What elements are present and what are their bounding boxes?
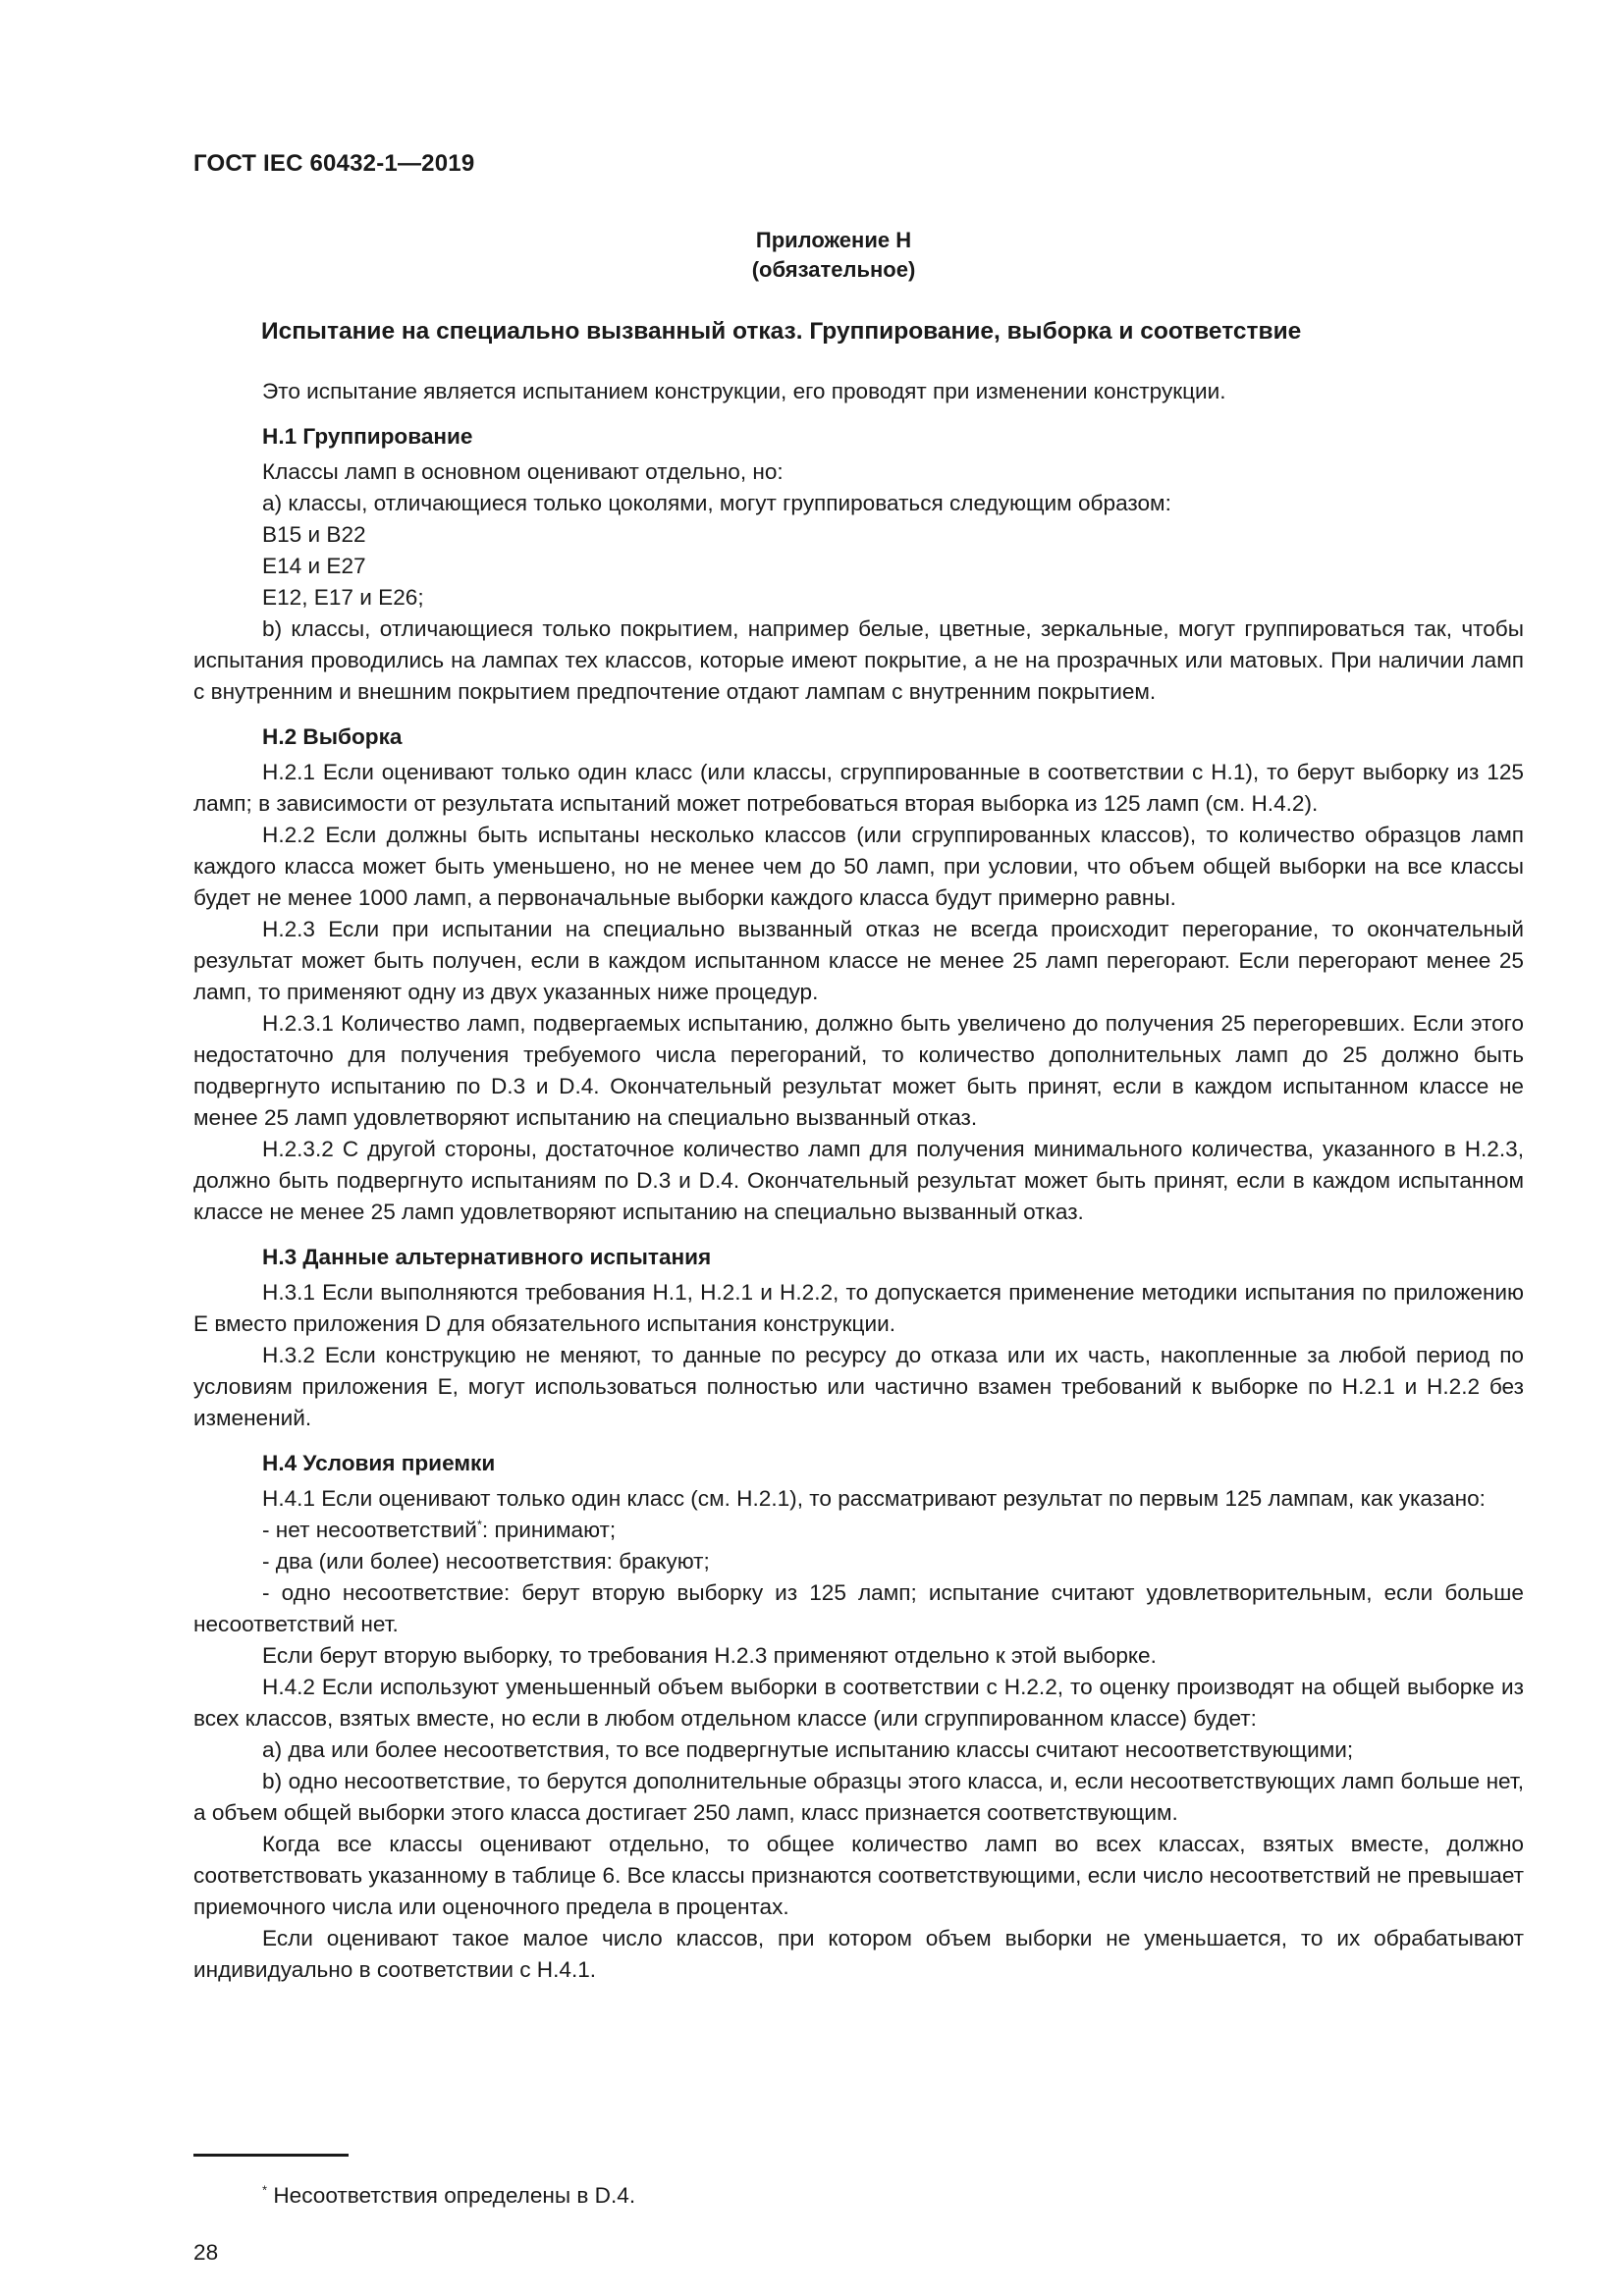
- paragraph: Классы ламп в основном оценивают отдельно, но:: [262, 459, 784, 484]
- paragraph: b) классы, отличающиеся только покрытием, например белые, цветные, зеркальные, могут группироваться так, чтобы испытания проводились на лампах тех классов, которые имеют покрытие, а не на прозрачных или матовых. При наличии ламп с внутренним и внешним покрытием предпочтение отдают лампам с внутренним покрытием.: [193, 616, 1524, 704]
- paragraph: Если оценивают такое малое число классов, при котором объем выборки не уменьшается, то их обрабатывают индивидуально в соответствии с Н.4.1.: [193, 1926, 1524, 1982]
- footnote-marker: *: [262, 2182, 268, 2198]
- footnote-ref: *: [476, 1517, 482, 1532]
- paragraph: Н.2.3.1 Количество ламп, подвергаемых испытанию, должно быть увеличено до получения 25 перегоревших. Если этого недостаточно для получения требуемого числа перегораний, то количество дополнительных ламп до 25 должно быть подвергнуто испытанию по D.3 и D.4. Окончательный результат может быть принят, если в каждом испытанном классе не менее 25 ламп удовлетворяют испытанию на специально вызванный отказ.: [193, 1011, 1524, 1130]
- paragraph: Если берут вторую выборку, то требования Н.2.3 применяют отдельно к этой выборке.: [262, 1643, 1157, 1668]
- list-item: - одно несоответствие: берут вторую выборку из 125 ламп; испытание считают удовлетворительным, если больше несоответствий нет.: [193, 1580, 1524, 1636]
- section-heading-h1: Н.1 Группирование: [262, 424, 473, 449]
- paragraph: Н.2.3 Если при испытании на специально вызванный отказ не всегда происходит перегорание, то окончательный результат может быть получен, если в каждом испытанном классе не менее 25 ламп перегорают. Если перегорают менее 25 ламп, то применяют одну из двух указанных ниже процедур.: [193, 917, 1524, 1004]
- list-item: Е14 и Е27: [262, 554, 366, 578]
- appendix-title: Испытание на специально вызванный отказ. Группирование, выборка и соответствие: [261, 318, 1302, 345]
- footnote-text: Несоответствия определены в D.4.: [273, 2183, 636, 2208]
- paragraph: a) классы, отличающиеся только цоколями, могут группироваться следующим образом:: [262, 491, 1171, 515]
- section-heading-h4: Н.4 Условия приемки: [262, 1451, 496, 1475]
- section-heading-h2: Н.2 Выборка: [262, 724, 403, 749]
- list-item: [193, 1515, 1524, 1546]
- intro-paragraph: Это испытание является испытанием конструкции, его проводят при изменении конструкции.: [262, 379, 1226, 403]
- list-item-text: : принимают;: [481, 1518, 617, 1542]
- section-heading-h3: Н.3 Данные альтернативного испытания: [262, 1245, 712, 1269]
- appendix-status: (обязательное): [751, 257, 916, 282]
- paragraph: Н.2.3.2 С другой стороны, достаточное количество ламп для получения минимального количества, указанного в Н.2.3, должно быть подвергнуто испытаниям по D.3 и D.4. Окончательный результат может быть принят, если в каждом испытанном классе не менее 25 ламп удовлетворяют испытанию на специально вызванный отказ.: [193, 1137, 1524, 1224]
- paragraph: Н.2.2 Если должны быть испытаны несколько классов (или сгруппированных классов), то количество образцов ламп каждого класса может быть уменьшено, но не менее чем до 50 ламп, при условии, что объем общей выборки на все классы будет не менее 1000 ламп, а первоначальные выборки каждого класса будут примерно равны.: [193, 823, 1524, 910]
- list-item: b) одно несоответствие, то берутся дополнительные образцы этого класса, и, если несоответствующих ламп больше нет, а объем общей выборки этого класса достигает 250 ламп, класс признается соответствующим.: [193, 1769, 1524, 1825]
- paragraph: Н.3.2 Если конструкцию не меняют, то данные по ресурсу до отказа или их часть, накопленные за любой период по условиям приложения Е, могут использоваться полностью или частично взамен требований к выборке по Н.2.1 и Н.2.2 без изменений.: [193, 1343, 1524, 1430]
- list-item-text: - нет несоответствий: [262, 1518, 477, 1542]
- paragraph: Н.2.1 Если оценивают только один класс (или классы, сгруппированные в соответствии с Н.1), то берут выборку из 125 ламп; в зависимости от результата испытаний может потребоваться вторая выборка из 125 ламп (см. Н.4.2).: [193, 760, 1524, 816]
- list-item: Е12, Е17 и Е26;: [262, 585, 424, 610]
- paragraph: Н.4.2 Если используют уменьшенный объем выборки в соответствии с Н.2.2, то оценку производят на общей выборке из всех классов, взятых вместе, но если в любом отдельном классе (или сгруппированном классе) будет:: [193, 1675, 1524, 1731]
- list-item: В15 и В22: [262, 522, 366, 547]
- document-header: ГОСТ IEC 60432-1—2019: [193, 150, 475, 177]
- page-number: 28: [193, 2240, 219, 2265]
- appendix-label: Приложение Н: [755, 228, 912, 252]
- list-item: a) два или более несоответствия, то все подвергнутые испытанию классы считают несоответствующими;: [262, 1737, 1354, 1762]
- document-body: [193, 376, 1524, 1986]
- paragraph: Н.3.1 Если выполняются требования Н.1, Н.2.1 и Н.2.2, то допускается применение методики испытания по приложению Е вместо приложения D для обязательного испытания конструкции.: [193, 1280, 1524, 1336]
- paragraph: Когда все классы оценивают отдельно, то общее количество ламп во всех классах, взятых вместе, должно соответствовать указанному в таблице 6. Все классы признаются соответствующими, если число несоответствий не превышает приемочного числа или оценочного предела в процентах.: [193, 1832, 1524, 1919]
- footnote: [262, 2183, 635, 2209]
- paragraph: Н.4.1 Если оценивают только один класс (см. Н.2.1), то рассматривают результат по первым 125 лампам, как указано:: [262, 1486, 1486, 1511]
- list-item: - два (или более) несоответствия: бракуют;: [262, 1549, 710, 1574]
- footnote-divider: [193, 2154, 349, 2157]
